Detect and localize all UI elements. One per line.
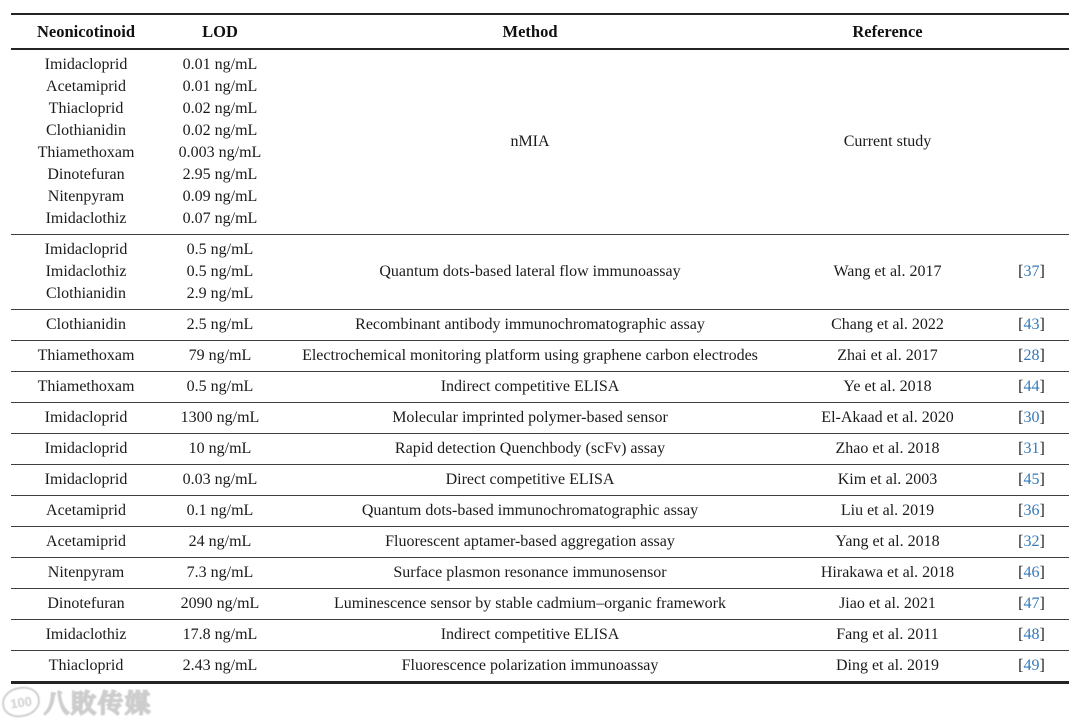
ref-bracket-open: [	[1018, 657, 1024, 674]
reference-text: Zhai et al. 2017	[837, 347, 938, 364]
ref-number-cell	[994, 465, 1069, 496]
lod-value: 0.01 ng/mL	[182, 56, 258, 73]
reference-cell	[781, 341, 994, 372]
method-text: Fluorescent aptamer-based aggregation assay	[385, 533, 675, 550]
neonicotinoid-cell	[11, 434, 161, 465]
reference-cell	[781, 527, 994, 558]
method-cell	[279, 620, 781, 651]
lod-comparison-table	[11, 13, 1069, 684]
neonicotinoid-cell	[11, 49, 161, 235]
lod-cell	[161, 558, 279, 589]
lod-value: 1300 ng/mL	[180, 409, 260, 426]
ref-bracket-close: ]	[1039, 316, 1045, 333]
ref-bracket-open: [	[1018, 409, 1024, 426]
reference-cell	[781, 235, 994, 310]
reference-link[interactable]: 47	[1023, 595, 1040, 612]
table-row	[11, 49, 1069, 235]
neonicotinoid-cell	[11, 372, 161, 403]
method-text: Quantum dots-based lateral flow immunoassay	[379, 263, 681, 280]
lod-value: 79 ng/mL	[188, 347, 252, 364]
reference-text: Wang et al. 2017	[833, 263, 942, 280]
ref-number-cell	[994, 651, 1069, 683]
ref-bracket-close: ]	[1039, 502, 1045, 519]
lod-cell	[161, 589, 279, 620]
table-row	[11, 403, 1069, 434]
ref-bracket-open: [	[1018, 440, 1024, 457]
compound-name: Nitenpyram	[47, 188, 125, 205]
table-row	[11, 372, 1069, 403]
reference-link[interactable]: 43	[1023, 316, 1040, 333]
table-row	[11, 310, 1069, 341]
compound-name: Clothianidin	[46, 316, 126, 333]
reference-text: Chang et al. 2022	[831, 316, 944, 333]
table-row	[11, 651, 1069, 683]
reference-link[interactable]: 46	[1023, 564, 1040, 581]
method-cell	[279, 434, 781, 465]
table-row	[11, 620, 1069, 651]
method-text: Indirect competitive ELISA	[440, 626, 620, 643]
compound-name: Imidacloprid	[44, 440, 128, 457]
method-text: nMIA	[510, 133, 550, 150]
ref-bracket-open: [	[1018, 378, 1024, 395]
ref-bracket-close: ]	[1039, 626, 1045, 643]
ref-number-cell	[994, 496, 1069, 527]
ref-number-cell	[994, 235, 1069, 310]
method-cell	[279, 372, 781, 403]
table-body	[11, 49, 1069, 683]
reference-text: El-Akaad et al. 2020	[821, 409, 954, 426]
compound-name: Imidacloprid	[44, 471, 128, 488]
neonicotinoid-cell	[11, 403, 161, 434]
method-cell	[279, 49, 781, 235]
compound-name: Imidacloprid	[44, 241, 128, 258]
ref-number-cell	[994, 341, 1069, 372]
lod-cell	[161, 527, 279, 558]
ref-number-cell	[994, 403, 1069, 434]
method-text: Direct competitive ELISA	[445, 471, 615, 488]
ref-bracket-open: [	[1018, 533, 1024, 550]
method-cell	[279, 235, 781, 310]
reference-link[interactable]: 30	[1023, 409, 1040, 426]
lod-cell	[161, 341, 279, 372]
compound-name: Acetamiprid	[46, 502, 126, 519]
method-text: Electrochemical monitoring platform using graphene carbon electrodes	[302, 347, 758, 364]
column-header-lod: LOD	[202, 22, 238, 41]
neonicotinoid-cell	[11, 620, 161, 651]
ref-number-cell	[994, 372, 1069, 403]
ref-bracket-close: ]	[1039, 533, 1045, 550]
ref-bracket-open: [	[1018, 502, 1024, 519]
compound-name: Clothianidin	[46, 285, 126, 302]
method-cell	[279, 403, 781, 434]
lod-value: 17.8 ng/mL	[182, 626, 258, 643]
lod-value: 0.5 ng/mL	[186, 263, 254, 280]
compound-name: Dinotefuran	[47, 595, 125, 612]
lod-cell	[161, 49, 279, 235]
lod-value: 0.003 ng/mL	[178, 144, 262, 161]
method-text: Surface plasmon resonance immunosensor	[393, 564, 667, 581]
lod-value: 0.09 ng/mL	[182, 188, 258, 205]
method-cell	[279, 310, 781, 341]
ref-bracket-open: [	[1018, 626, 1024, 643]
lod-value: 2.9 ng/mL	[186, 285, 254, 302]
ref-bracket-close: ]	[1039, 564, 1045, 581]
method-text: Luminescence sensor by stable cadmium–organic framework	[333, 595, 726, 612]
ref-bracket-close: ]	[1039, 263, 1045, 280]
table-row	[11, 235, 1069, 310]
table-row	[11, 341, 1069, 372]
method-cell	[279, 527, 781, 558]
reference-cell	[781, 558, 994, 589]
header-row	[11, 14, 1069, 49]
compound-name: Thiacloprid	[48, 100, 124, 117]
lod-cell	[161, 651, 279, 683]
compound-name: Imidacloprid	[44, 56, 128, 73]
reference-text: Yang et al. 2018	[835, 533, 940, 550]
reference-cell	[781, 403, 994, 434]
ref-bracket-close: ]	[1039, 440, 1045, 457]
reference-link[interactable]: 31	[1023, 440, 1040, 457]
ref-number-cell	[994, 620, 1069, 651]
lod-value: 0.07 ng/mL	[182, 210, 258, 227]
table-row	[11, 434, 1069, 465]
reference-link[interactable]: 37	[1023, 263, 1040, 280]
ref-bracket-open: [	[1018, 263, 1024, 280]
reference-cell	[781, 651, 994, 683]
ref-bracket-close: ]	[1039, 378, 1045, 395]
method-text: Indirect competitive ELISA	[440, 378, 620, 395]
reference-cell	[781, 372, 994, 403]
lod-value: 7.3 ng/mL	[186, 564, 254, 581]
lod-cell	[161, 372, 279, 403]
ref-bracket-close: ]	[1039, 595, 1045, 612]
reference-link[interactable]: 48	[1023, 626, 1040, 643]
reference-text: Jiao et al. 2021	[839, 595, 936, 612]
method-cell	[279, 651, 781, 683]
lod-value: 0.5 ng/mL	[186, 241, 254, 258]
lod-cell	[161, 434, 279, 465]
compound-name: Imidaclothiz	[45, 263, 127, 280]
neonicotinoid-cell	[11, 496, 161, 527]
table-row	[11, 496, 1069, 527]
lod-value: 0.02 ng/mL	[182, 100, 258, 117]
reference-text: Ye et al. 2018	[843, 378, 932, 395]
neonicotinoid-cell	[11, 341, 161, 372]
reference-text: Liu et al. 2019	[840, 502, 935, 519]
reference-text: Zhao et al. 2018	[835, 440, 940, 457]
neonicotinoid-cell	[11, 558, 161, 589]
table-row	[11, 465, 1069, 496]
lod-value: 0.02 ng/mL	[182, 122, 258, 139]
reference-text: Kim et al. 2003	[837, 471, 938, 488]
lod-value: 0.5 ng/mL	[186, 378, 254, 395]
compound-name: Nitenpyram	[47, 564, 125, 581]
neonicotinoid-cell	[11, 465, 161, 496]
ref-number-cell	[994, 310, 1069, 341]
lod-value: 0.03 ng/mL	[182, 471, 258, 488]
method-text: Rapid detection Quenchbody (scFv) assay	[394, 440, 666, 457]
column-header-neonicotinoid: Neonicotinoid	[36, 22, 136, 41]
method-cell	[279, 589, 781, 620]
lod-value: 2.95 ng/mL	[182, 166, 258, 183]
ref-bracket-open: [	[1018, 595, 1024, 612]
table-row	[11, 558, 1069, 589]
ref-bracket-close: ]	[1039, 347, 1045, 364]
reference-text: Current study	[843, 133, 932, 150]
compound-name: Imidaclothiz	[45, 626, 127, 643]
ref-bracket-open: [	[1018, 347, 1024, 364]
reference-link[interactable]: 49	[1023, 657, 1040, 674]
column-header-method: Method	[502, 22, 558, 41]
watermark-logo-icon: 100	[0, 685, 42, 720]
lod-cell	[161, 465, 279, 496]
neonicotinoid-cell	[11, 527, 161, 558]
reference-cell	[781, 310, 994, 341]
neonicotinoid-cell	[11, 651, 161, 683]
lod-value: 10 ng/mL	[188, 440, 252, 457]
column-header-reference: Reference	[852, 22, 923, 41]
column-header-refnum-spacer	[994, 14, 1069, 49]
compound-name: Acetamiprid	[46, 533, 126, 550]
reference-cell	[781, 49, 994, 235]
compound-name: Clothianidin	[46, 122, 126, 139]
lod-value: 2.5 ng/mL	[186, 316, 254, 333]
reference-text: Hirakawa et al. 2018	[820, 564, 955, 581]
ref-number-cell	[994, 527, 1069, 558]
table-row	[11, 589, 1069, 620]
lod-cell	[161, 496, 279, 527]
table-row	[11, 527, 1069, 558]
ref-bracket-close: ]	[1039, 471, 1045, 488]
reference-link[interactable]: 28	[1023, 347, 1040, 364]
reference-link[interactable]: 45	[1023, 471, 1040, 488]
watermark	[2, 684, 152, 720]
ref-bracket-open: [	[1018, 316, 1024, 333]
ref-number-cell	[994, 558, 1069, 589]
compound-name: Thiamethoxam	[37, 347, 135, 364]
reference-cell	[781, 589, 994, 620]
method-cell	[279, 465, 781, 496]
lod-value: 0.01 ng/mL	[182, 78, 258, 95]
compound-name: Dinotefuran	[47, 166, 125, 183]
reference-text: Fang et al. 2011	[836, 626, 939, 643]
compound-name: Imidacloprid	[44, 409, 128, 426]
compound-name: Imidaclothiz	[45, 210, 127, 227]
lod-value: 2090 ng/mL	[180, 595, 260, 612]
reference-cell	[781, 465, 994, 496]
lod-cell	[161, 403, 279, 434]
lod-cell	[161, 620, 279, 651]
ref-bracket-open: [	[1018, 564, 1024, 581]
neonicotinoid-cell	[11, 589, 161, 620]
compound-name: Thiamethoxam	[37, 144, 135, 161]
compound-name: Thiacloprid	[48, 657, 124, 674]
lod-cell	[161, 310, 279, 341]
ref-bracket-close: ]	[1039, 657, 1045, 674]
method-cell	[279, 558, 781, 589]
ref-number-cell	[994, 49, 1069, 235]
ref-number-cell	[994, 589, 1069, 620]
ref-bracket-open: [	[1018, 471, 1024, 488]
reference-text: Ding et al. 2019	[835, 657, 940, 674]
reference-cell	[781, 620, 994, 651]
neonicotinoid-cell	[11, 310, 161, 341]
method-text: Fluorescence polarization immunoassay	[401, 657, 659, 674]
compound-name: Thiamethoxam	[37, 378, 135, 395]
reference-cell	[781, 496, 994, 527]
reference-link[interactable]: 44	[1023, 378, 1040, 395]
method-cell	[279, 341, 781, 372]
method-text: Recombinant antibody immunochromatographic assay	[355, 316, 705, 333]
lod-cell	[161, 235, 279, 310]
lod-value: 2.43 ng/mL	[182, 657, 258, 674]
ref-number-cell	[994, 434, 1069, 465]
reference-cell	[781, 434, 994, 465]
reference-link[interactable]: 36	[1023, 502, 1040, 519]
reference-link[interactable]: 32	[1023, 533, 1040, 550]
compound-name: Acetamiprid	[46, 78, 126, 95]
method-cell	[279, 496, 781, 527]
lod-value: 0.1 ng/mL	[186, 502, 254, 519]
lod-value: 24 ng/mL	[188, 533, 252, 550]
method-text: Molecular imprinted polymer-based sensor	[392, 409, 668, 426]
watermark-text: 八敗传媒	[44, 689, 153, 718]
neonicotinoid-cell	[11, 235, 161, 310]
method-text: Quantum dots-based immunochromatographic assay	[361, 502, 699, 519]
ref-bracket-close: ]	[1039, 409, 1045, 426]
